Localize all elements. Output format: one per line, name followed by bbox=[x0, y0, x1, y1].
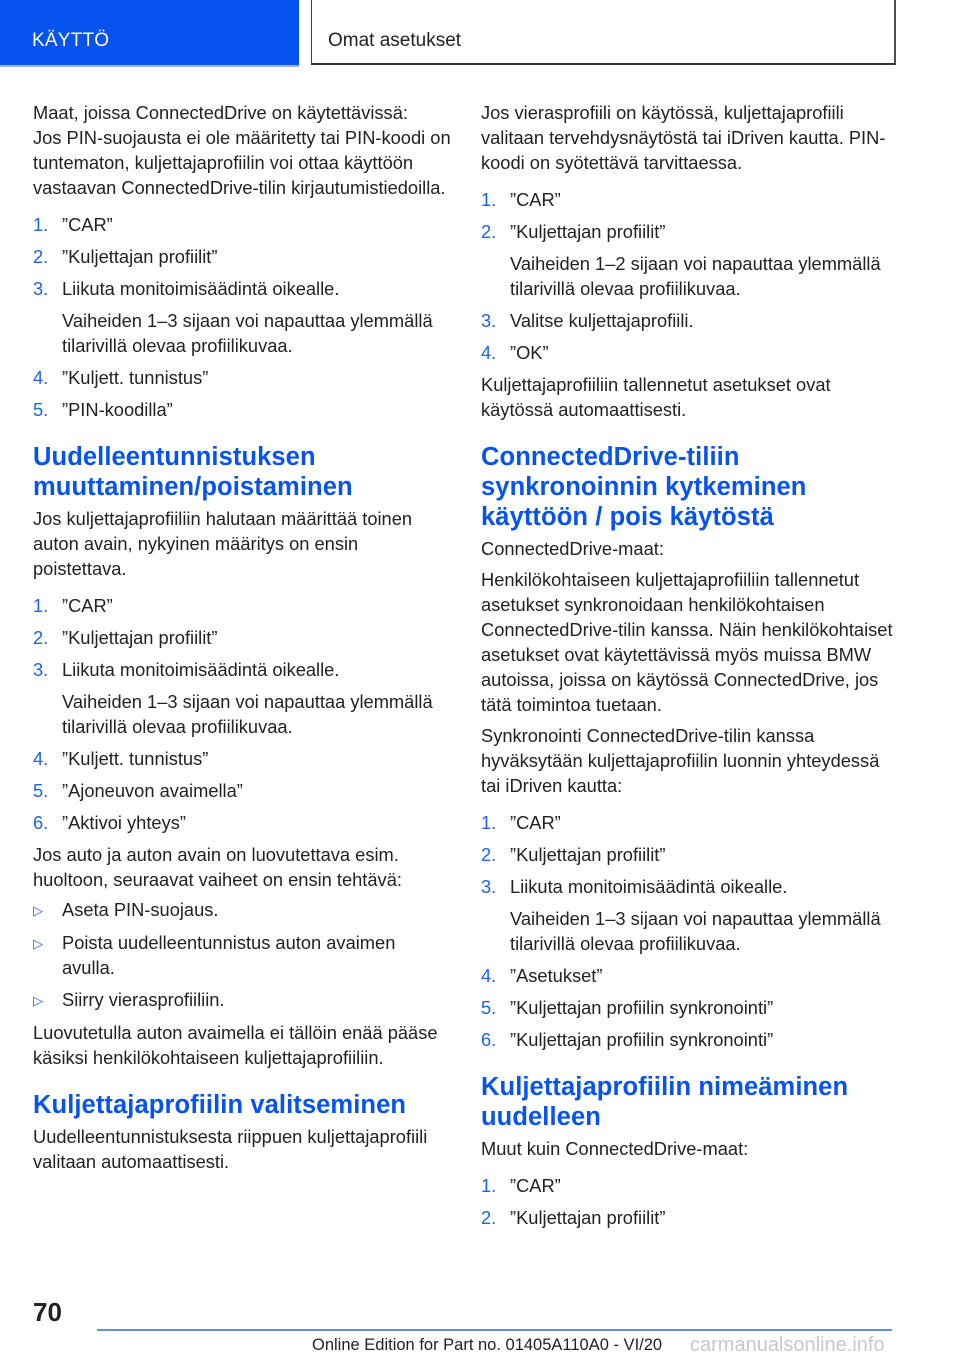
list-item: 3. Liikuta monitoimisäädintä oikealle. Vaiheiden 1–3 sijaan voi napauttaa ylemmällä tilarivillä olevaa profiilikuvaa. bbox=[481, 874, 901, 956]
list-item: 3. Liikuta monitoimisäädintä oikealle. Vaiheiden 1–3 sijaan voi napauttaa ylemmällä tilarivillä olevaa profiilikuvaa. bbox=[33, 276, 453, 358]
list-item: 3. Liikuta monitoimisäädintä oikealle. Vaiheiden 1–3 sijaan voi napauttaa ylemmällä tilarivillä olevaa profiilikuvaa. bbox=[33, 657, 453, 739]
steps-list-pin bbox=[33, 212, 453, 422]
section-header bbox=[311, 0, 896, 65]
steps-list-rename bbox=[481, 1173, 901, 1230]
handover-bullets bbox=[33, 897, 453, 1013]
handover-result-paragraph: Luovutetulla auton avaimella ei tällöin enää pääse käsiksi henkilökohtaiseen kuljettajaprofiiliin. bbox=[33, 1022, 438, 1068]
intro-countries: Maat, joissa ConnectedDrive on käytettävissä: bbox=[33, 102, 408, 123]
step-note: Vaiheiden 1–3 sijaan voi napauttaa ylemmällä tilarivillä olevaa profiilikuvaa. bbox=[62, 310, 433, 356]
sync-paragraph: Henkilökohtaiseen kuljettajaprofiiliin tallennetut asetukset synkronoidaan henkilökohtaisen ConnectedDrive-tilin kanssa. Näin henkilökohtaiset asetukset ovat käytettävissä myös muissa BMW autoissa, joissa on käytössä ConnectedDrive, jos tätä toimintoa tuetaan. bbox=[481, 569, 893, 715]
list-item: 5. ”Kuljettajan profiilin synkronointi” bbox=[481, 997, 774, 1018]
step-note: Vaiheiden 1–3 sijaan voi napauttaa ylemmällä tilarivillä olevaa profiilikuvaa. bbox=[62, 691, 433, 737]
bullet-item: ▷ Siirry vierasprofiiliin. bbox=[33, 987, 453, 1013]
triangle-bullet-icon: ▷ bbox=[33, 903, 43, 918]
chapter-label: KÄYTTÖ bbox=[32, 30, 110, 51]
list-item: 5. ”Ajoneuvon avaimella” bbox=[33, 780, 243, 801]
handover-paragraph: Jos auto ja auton avain on luovutettava esim. huoltoon, seuraavat vaiheet on ensin tehtävä: bbox=[33, 844, 402, 890]
left-column bbox=[33, 100, 453, 1180]
list-item: 2. ”Kuljettajan profiilit” bbox=[33, 246, 218, 267]
footer-divider bbox=[97, 1329, 892, 1331]
rename-countries: Muut kuin ConnectedDrive-maat: bbox=[481, 1138, 749, 1159]
list-item: 2. ”Kuljettajan profiilit” Vaiheiden 1–2 sijaan voi napauttaa ylemmällä tilarivillä olevaa profiilikuvaa. bbox=[481, 219, 901, 301]
list-item: 2. ”Kuljettajan profiilit” bbox=[33, 627, 218, 648]
list-item: 6. ”Kuljettajan profiilin synkronointi” bbox=[481, 1029, 774, 1050]
heading-reidentification: Uudelleentunnistuksen muuttaminen/poistaminen bbox=[33, 443, 353, 501]
section-title: Omat asetukset bbox=[328, 30, 462, 51]
list-item: 4. ”Kuljett. tunnistus” bbox=[33, 367, 209, 388]
bullet-item: ▷ Aseta PIN-suojaus. bbox=[33, 897, 453, 923]
heading-sync: ConnectedDrive-tiliin synkronoinnin kytkeminen käyttöön / pois käytöstä bbox=[481, 443, 807, 531]
settings-active-paragraph: Kuljettajaprofiiliin tallennetut asetukset ovat käytössä automaattisesti. bbox=[481, 374, 831, 420]
guest-profile-paragraph: Jos vierasprofiili on käytössä, kuljettajaprofiili valitaan tervehdysnäytöstä tai iDriven kautta. PIN-koodi on syötettävä tarvittaessa. bbox=[481, 102, 886, 173]
list-item: 1. ”CAR” bbox=[33, 595, 113, 616]
list-item: 5. ”PIN-koodilla” bbox=[33, 399, 173, 420]
reidentification-paragraph: Jos kuljettajaprofiiliin halutaan määrittää toinen auton avain, nykyinen määritys on ensin poistettava. bbox=[33, 508, 413, 579]
list-item: 1. ”CAR” bbox=[33, 214, 113, 235]
list-item: 2. ”Kuljettajan profiilit” bbox=[481, 1207, 666, 1228]
heading-select-profile: Kuljettajaprofiilin valitseminen bbox=[33, 1091, 407, 1119]
bullet-item: ▷ Poista uudelleentunnistus auton avaimen avulla. bbox=[33, 932, 396, 978]
steps-list-guest bbox=[481, 187, 901, 365]
list-item: 2. ”Kuljettajan profiilit” bbox=[481, 844, 666, 865]
select-profile-paragraph: Uudelleentunnistuksesta riippuen kuljettajaprofiili valitaan automaattisesti. bbox=[33, 1126, 428, 1172]
list-item: 1. ”CAR” bbox=[481, 812, 561, 833]
edition-label: Online Edition for Part no. 01405A110A0 - VI/20 bbox=[312, 1336, 663, 1354]
list-item: 1. ”CAR” bbox=[481, 1175, 561, 1196]
intro-paragraph: Jos PIN-suojausta ei ole määritetty tai PIN-koodi on tuntematon, kuljettajaprofiilin voi ottaa käyttöön vastaavan ConnectedDrive-tilin kirjautumistiedoilla. bbox=[33, 127, 451, 198]
heading-rename-profile: Kuljettajaprofiilin nimeäminen uudelleen bbox=[481, 1073, 849, 1131]
list-item: 1. ”CAR” bbox=[481, 189, 561, 210]
list-item: 4. ”Asetukset” bbox=[481, 965, 603, 986]
watermark: carmanualsonline.info bbox=[690, 1334, 885, 1356]
steps-list-reidentification bbox=[33, 593, 453, 835]
chapter-tab bbox=[0, 0, 299, 65]
list-item: 6. ”Aktivoi yhteys” bbox=[33, 812, 186, 833]
triangle-bullet-icon: ▷ bbox=[33, 993, 43, 1008]
list-item: 3. Valitse kuljettajaprofiili. bbox=[481, 310, 694, 331]
sync-countries: ConnectedDrive-maat: bbox=[481, 538, 664, 559]
sync-accept-paragraph: Synkronointi ConnectedDrive-tilin kanssa hyväksytään kuljettajaprofiilin luonnin yhteydessä tai iDriven kautta: bbox=[481, 725, 880, 796]
step-note: Vaiheiden 1–2 sijaan voi napauttaa ylemmällä tilarivillä olevaa profiilikuvaa. bbox=[510, 253, 881, 299]
page-number: 70 bbox=[33, 1297, 62, 1327]
right-column bbox=[481, 100, 901, 1237]
steps-list-sync bbox=[481, 810, 901, 1052]
triangle-bullet-icon: ▷ bbox=[33, 936, 43, 951]
list-item: 4. ”OK” bbox=[481, 342, 549, 363]
step-note: Vaiheiden 1–3 sijaan voi napauttaa ylemmällä tilarivillä olevaa profiilikuvaa. bbox=[510, 908, 881, 954]
list-item: 4. ”Kuljett. tunnistus” bbox=[33, 748, 209, 769]
